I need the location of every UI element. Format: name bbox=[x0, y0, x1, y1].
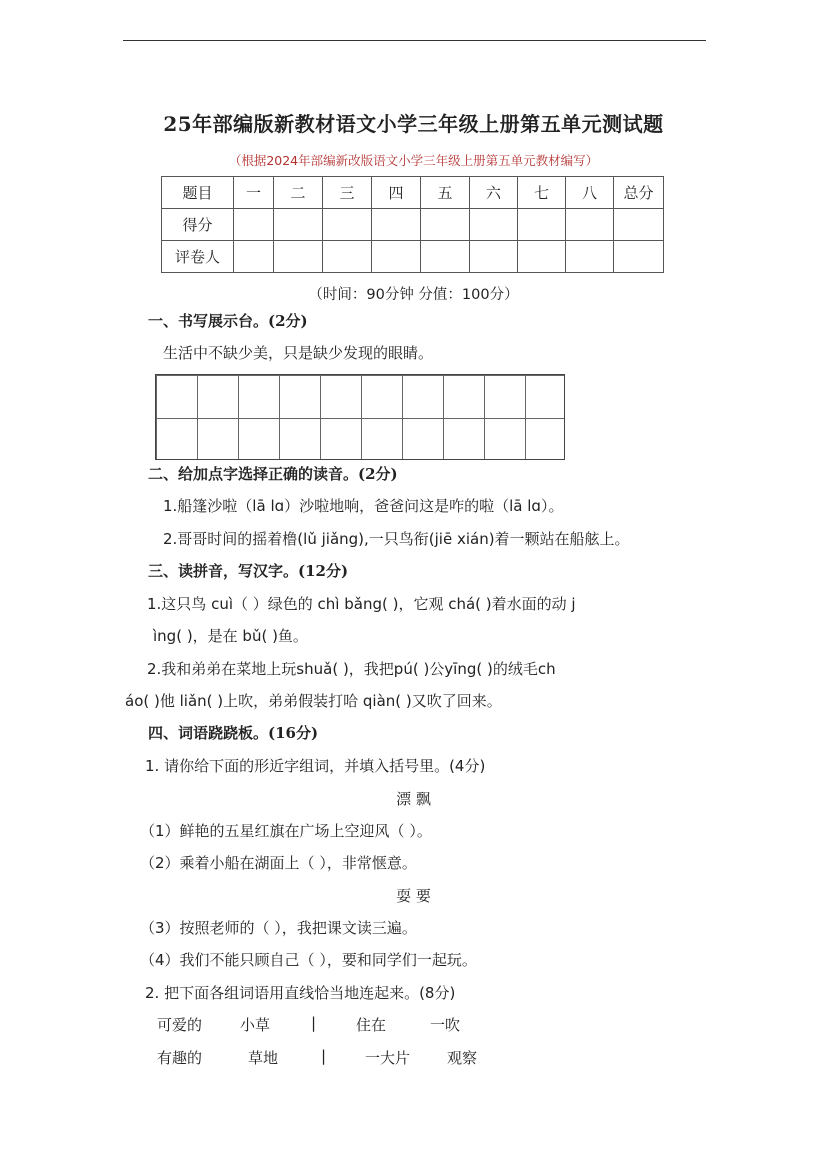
word-pair-1: 漂 飘 bbox=[396, 790, 431, 808]
match-word[interactable]: 观察 bbox=[447, 1049, 478, 1067]
section-3-question-2-line-1: 2.我和弟弟在菜地上玩shuǎ( )，我把pú( )公yīng( )的绒毛ch bbox=[147, 660, 556, 678]
section-3-heading: 三、读拼音，写汉字。(12分) bbox=[148, 562, 349, 580]
section-2-heading: 二、给加点字选择正确的读音。(2分) bbox=[148, 465, 398, 483]
section-3-question-1-line-2: ìng( )，是在 bǔ( )鱼。 bbox=[153, 627, 308, 645]
score-header-cell: 七 bbox=[518, 177, 566, 209]
score-cell[interactable] bbox=[566, 209, 614, 241]
section-4-heading: 四、词语跷跷板。(16分) bbox=[148, 724, 319, 742]
match-separator: | bbox=[311, 1014, 317, 1032]
section-4-item-4: （4）我们不能只顾自己（ ），要和同学们一起玩。 bbox=[140, 951, 477, 969]
match-word[interactable]: 一大片 bbox=[365, 1049, 411, 1067]
score-cell[interactable] bbox=[470, 241, 518, 273]
score-cell[interactable] bbox=[421, 209, 470, 241]
match-word[interactable]: 有趣的 bbox=[157, 1049, 203, 1067]
score-table bbox=[161, 176, 664, 273]
score-header-cell: 六 bbox=[470, 177, 518, 209]
score-header-cell: 三 bbox=[323, 177, 372, 209]
score-table-header-row bbox=[162, 177, 664, 209]
score-header-cell: 五 bbox=[421, 177, 470, 209]
score-cell[interactable] bbox=[372, 241, 421, 273]
score-cell[interactable] bbox=[518, 241, 566, 273]
exam-time-info: （时间：90分钟 分值：100分） bbox=[308, 287, 519, 303]
score-header-cell: 一 bbox=[234, 177, 274, 209]
section-2-question-1: 1.船篷沙啦（lā lɑ）沙啦地响，爸爸问这是咋的啦（lā lɑ）。 bbox=[163, 497, 564, 515]
writing-grid[interactable] bbox=[155, 374, 565, 460]
match-word[interactable]: 草地 bbox=[248, 1049, 279, 1067]
score-table-row bbox=[162, 241, 664, 273]
score-cell[interactable] bbox=[234, 209, 274, 241]
section-1-sentence: 生活中不缺少美，只是缺少发现的眼睛。 bbox=[163, 344, 434, 362]
score-header-cell: 总分 bbox=[614, 177, 664, 209]
score-header-cell: 八 bbox=[566, 177, 614, 209]
match-word[interactable]: 一吹 bbox=[430, 1016, 461, 1034]
section-2-question-2: 2.哥哥时间的摇着橹(lǔ jiǎng),一只鸟衔(jiē xián)着一颗站在船舷上。 bbox=[163, 530, 630, 548]
score-cell[interactable] bbox=[566, 241, 614, 273]
match-word[interactable]: 住在 bbox=[356, 1016, 387, 1034]
score-cell[interactable] bbox=[323, 241, 372, 273]
header-rule bbox=[123, 40, 706, 41]
section-4-item-3: （3）按照老师的（ ），我把课文读三遍。 bbox=[140, 919, 417, 937]
section-3-question-2-line-2: áo( )他 liǎn( )上吹，弟弟假装打哈 qiàn( )又吹了回来。 bbox=[125, 692, 502, 710]
score-cell[interactable] bbox=[614, 241, 664, 273]
score-cell[interactable] bbox=[518, 209, 566, 241]
match-word[interactable]: 小草 bbox=[240, 1016, 271, 1034]
section-3-question-1-line-1: 1.这只鸟 cuì（ ）绿色的 chì bǎng( )，它观 chá( )着水面的动 j bbox=[147, 595, 576, 613]
word-pair-2: 耍 要 bbox=[396, 887, 431, 905]
score-header-cell: 题目 bbox=[162, 177, 234, 209]
score-table-row bbox=[162, 209, 664, 241]
section-1-heading: 一、书写展示台。(2分) bbox=[148, 312, 308, 330]
match-word[interactable]: 可爱的 bbox=[157, 1016, 203, 1034]
score-cell[interactable] bbox=[470, 209, 518, 241]
match-separator: | bbox=[321, 1047, 327, 1065]
score-row-label: 评卷人 bbox=[162, 241, 234, 273]
score-cell[interactable] bbox=[234, 241, 274, 273]
section-4-question-1: 1. 请你给下面的形近字组词，并填入括号里。(4分) bbox=[145, 757, 486, 775]
score-cell[interactable] bbox=[274, 241, 323, 273]
page-subtitle: （根据2024年部编新改版语文小学三年级上册第五单元教材编写） bbox=[228, 153, 599, 168]
score-row-label: 得分 bbox=[162, 209, 234, 241]
section-4-item-2: （2）乘着小船在湖面上（ ），非常惬意。 bbox=[140, 854, 417, 872]
score-header-cell: 二 bbox=[274, 177, 323, 209]
score-cell[interactable] bbox=[274, 209, 323, 241]
score-cell[interactable] bbox=[614, 209, 664, 241]
section-4-item-1: （1）鲜艳的五星红旗在广场上空迎风（ ）。 bbox=[140, 822, 432, 840]
score-header-cell: 四 bbox=[372, 177, 421, 209]
section-4-question-2: 2. 把下面各组词语用直线恰当地连起来。(8分) bbox=[145, 984, 456, 1002]
score-cell[interactable] bbox=[323, 209, 372, 241]
page-title: 25年部编版新教材语文小学三年级上册第五单元测试题 bbox=[163, 112, 664, 136]
score-cell[interactable] bbox=[372, 209, 421, 241]
score-cell[interactable] bbox=[421, 241, 470, 273]
